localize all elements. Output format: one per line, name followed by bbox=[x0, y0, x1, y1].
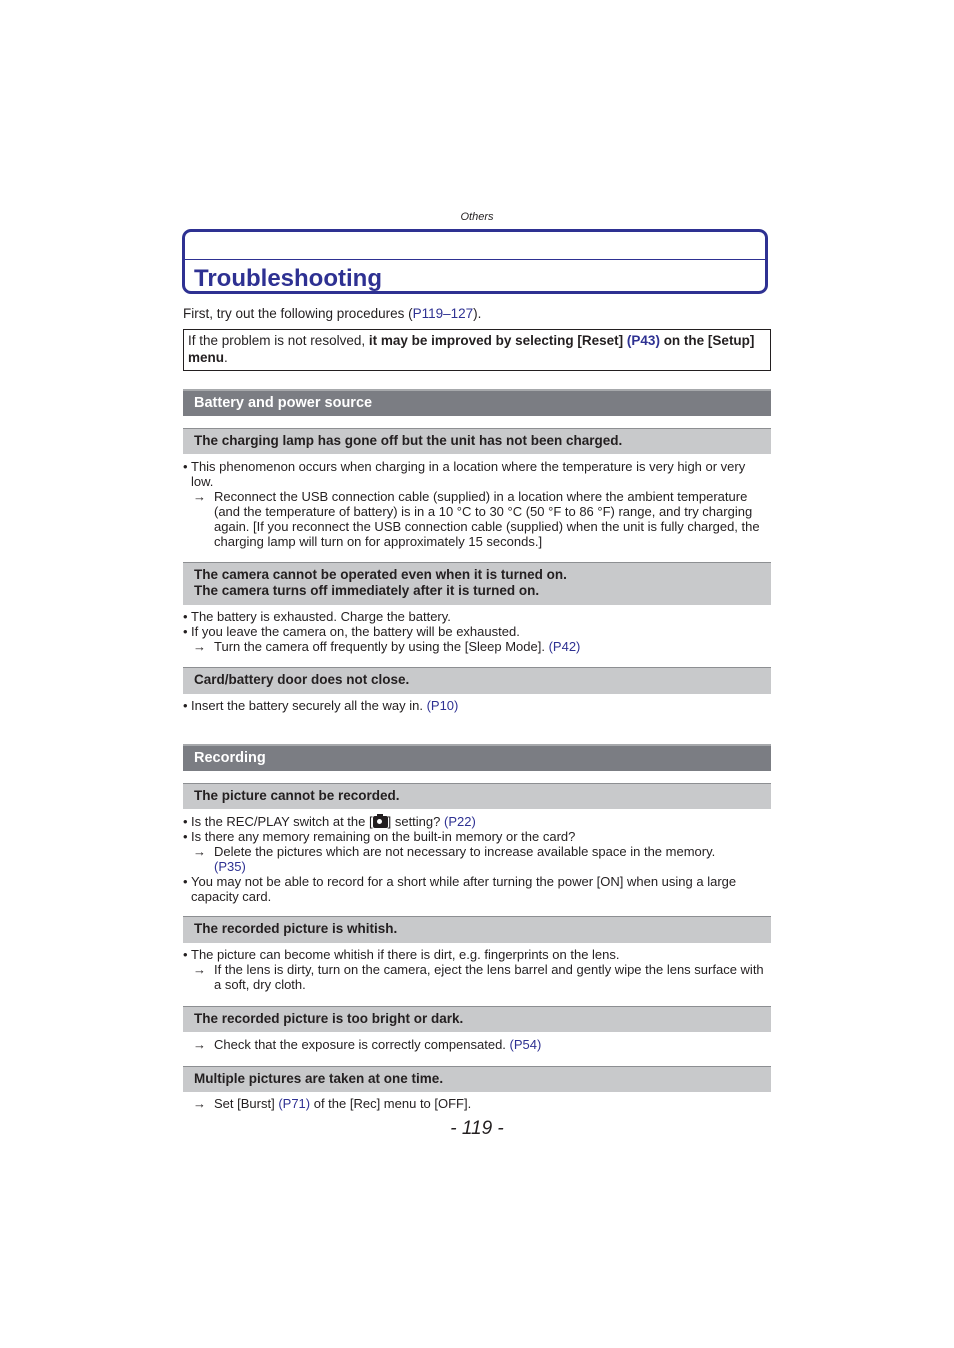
intro-end: ). bbox=[473, 306, 482, 321]
note-end: . bbox=[224, 350, 228, 365]
page-number: - 119 - bbox=[450, 1118, 504, 1139]
page-link[interactable]: (P10) bbox=[426, 698, 459, 713]
question-charging-lamp: The charging lamp has gone off but the unit has not been charged. bbox=[183, 428, 771, 454]
note-bold2: on the [Setup] menu bbox=[188, 333, 755, 365]
answer-bright-dark bbox=[183, 1037, 771, 1052]
list-item bbox=[183, 609, 771, 624]
bullet-text: You may not be able to record for a short while after turning the power [ON] when using a large capacity card. bbox=[191, 874, 737, 904]
bullet-text: ] setting? bbox=[387, 814, 444, 829]
bullet: • bbox=[183, 874, 188, 889]
page-title: Troubleshooting bbox=[194, 265, 382, 292]
list-item bbox=[183, 624, 771, 639]
bullet: • bbox=[183, 609, 188, 624]
page-link[interactable]: (P22) bbox=[443, 814, 476, 829]
question-line: The camera turns off immediately after it is turned on. bbox=[194, 583, 540, 598]
question-camera-cannot-operate bbox=[183, 562, 771, 605]
list-item bbox=[183, 874, 771, 904]
list-item bbox=[183, 1037, 771, 1052]
bullet-text: Is there any memory remaining on the built-in memory or the card? bbox=[191, 829, 576, 844]
arrow-icon: → bbox=[193, 639, 206, 654]
note-bold: it may be improved by selecting [Reset] bbox=[368, 333, 627, 348]
answer-door-not-close bbox=[183, 698, 771, 713]
bullet: • bbox=[183, 814, 188, 829]
bullet-text: If you leave the camera on, the battery will be exhausted. bbox=[191, 624, 520, 639]
category-recording: Recording bbox=[183, 744, 771, 771]
note-link[interactable]: (P43) bbox=[626, 333, 660, 348]
section-label: Others bbox=[460, 211, 494, 223]
arrow-text: Turn the camera off frequently by using the [Sleep Mode]. bbox=[214, 639, 549, 654]
bullet: • bbox=[183, 698, 188, 713]
question-cannot-record: The picture cannot be recorded. bbox=[183, 783, 771, 809]
bullet-text: This phenomenon occurs when charging in a location where the temperature is very high or very low. bbox=[191, 459, 746, 489]
bullet: • bbox=[183, 947, 188, 962]
question-multiple-pictures: Multiple pictures are taken at one time. bbox=[183, 1066, 771, 1092]
arrow-icon: → bbox=[193, 1037, 206, 1052]
title-rule bbox=[185, 259, 765, 260]
arrow-text: Check that the exposure is correctly compensated. bbox=[214, 1037, 510, 1052]
bullet: • bbox=[183, 829, 188, 844]
answer-camera-cannot-operate bbox=[183, 609, 771, 654]
page-link[interactable]: (P71) bbox=[278, 1096, 311, 1111]
page-link[interactable]: (P35) bbox=[214, 859, 246, 874]
arrow-text: Set [Burst] bbox=[214, 1096, 279, 1111]
list-item bbox=[183, 814, 771, 829]
answer-charging-lamp bbox=[183, 459, 771, 549]
arrow-icon: → bbox=[193, 1096, 206, 1111]
list-item bbox=[183, 844, 771, 874]
arrow-text: Reconnect the USB connection cable (supplied) in a location where the ambient temperature (and the temperature of battery) is in a 10 °C to 30 °C (50 °F to 86 °F) range, and try charging again. [If you reconnect the USB connection cable (supplied) when the unit is fully charged, the charging lamp will turn on for approximately 15 seconds.] bbox=[214, 489, 760, 549]
note-pre: If the problem is not resolved, bbox=[188, 333, 369, 348]
bullet: • bbox=[183, 624, 188, 639]
list-item bbox=[183, 489, 771, 549]
question-whitish: The recorded picture is whitish. bbox=[183, 916, 771, 943]
list-item bbox=[183, 947, 771, 962]
title-box bbox=[182, 229, 768, 294]
camera-icon bbox=[373, 816, 388, 828]
arrow-icon: → bbox=[193, 962, 206, 977]
arrow-icon: → bbox=[193, 844, 206, 859]
bullet: • bbox=[183, 459, 188, 474]
list-item bbox=[183, 962, 771, 992]
intro-text bbox=[183, 305, 481, 322]
answer-multiple-pictures bbox=[183, 1096, 771, 1111]
question-door-not-close: Card/battery door does not close. bbox=[183, 667, 771, 694]
arrow-text: Delete the pictures which are not necessary to increase available space in the memory. bbox=[214, 844, 716, 859]
reset-note-box bbox=[183, 329, 771, 371]
page-link[interactable]: (P54) bbox=[509, 1037, 542, 1052]
arrow-icon: → bbox=[193, 489, 206, 504]
bullet-text: Insert the battery securely all the way in. bbox=[191, 698, 427, 713]
list-item bbox=[183, 459, 771, 489]
bullet-text: The picture can become whitish if there is dirt, e.g. fingerprints on the lens. bbox=[191, 947, 620, 962]
arrow-text: of the [Rec] menu to [OFF]. bbox=[310, 1096, 472, 1111]
answer-cannot-record bbox=[183, 814, 771, 904]
list-item bbox=[183, 1096, 771, 1111]
list-item bbox=[183, 639, 771, 654]
list-item bbox=[183, 698, 771, 713]
list-item bbox=[183, 829, 771, 844]
bullet-text: Is the REC/PLAY switch at the [ bbox=[191, 814, 373, 829]
question-line: The camera cannot be operated even when it is turned on. bbox=[194, 567, 567, 582]
bullet-text: The battery is exhausted. Charge the battery. bbox=[191, 609, 451, 624]
page-link[interactable]: (P42) bbox=[548, 639, 581, 654]
arrow-text: If the lens is dirty, turn on the camera, eject the lens barrel and gently wipe the lens surface with a soft, dry cloth. bbox=[214, 962, 764, 992]
question-bright-dark: The recorded picture is too bright or dark. bbox=[183, 1006, 771, 1032]
intro-pre: First, try out the following procedures ( bbox=[183, 306, 413, 321]
answer-whitish bbox=[183, 947, 771, 992]
intro-link[interactable]: P119–127 bbox=[412, 306, 474, 321]
category-battery: Battery and power source bbox=[183, 389, 771, 416]
